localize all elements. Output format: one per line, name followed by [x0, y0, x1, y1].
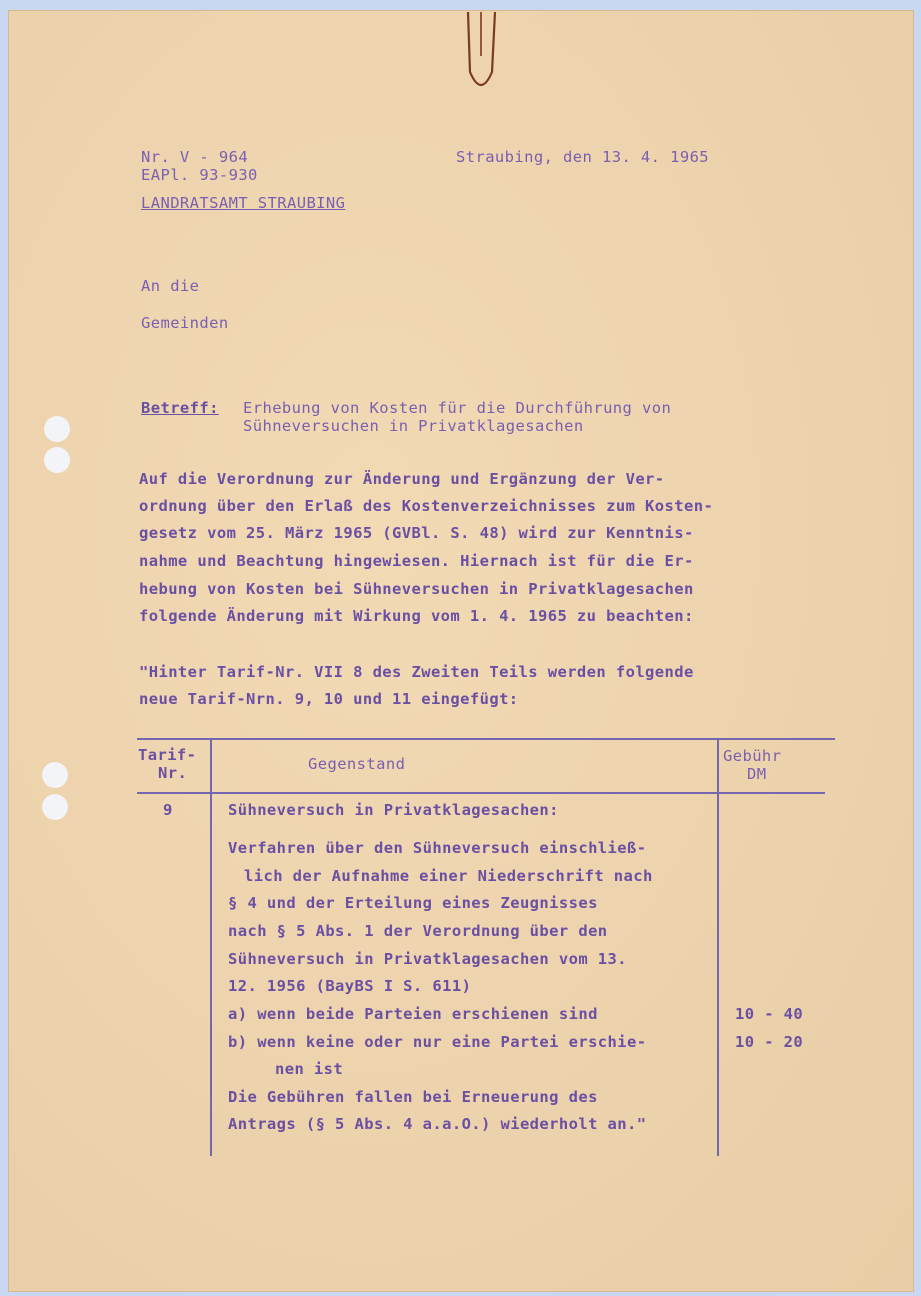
row-description-line: 12. 1956 (BayBS I S. 611) [228, 977, 472, 995]
tarif-number: 9 [163, 801, 173, 819]
body-line: gesetz vom 25. März 1965 (GVBl. S. 48) wird zur Kenntnis- [139, 524, 694, 542]
eapl-number: EAPl. 93-930 [141, 166, 258, 184]
punch-hole [42, 794, 68, 820]
col-fee-header: DM [747, 765, 767, 783]
reference-number: Nr. V - 964 [141, 148, 249, 166]
row-description-line: nach § 5 Abs. 1 der Verordnung über den [228, 922, 608, 940]
item-a-fee: 10 - 40 [735, 1005, 804, 1023]
subject-line: Sühneversuchen in Privatklagesachen [243, 417, 584, 435]
subject-line: Erhebung von Kosten für die Durchführung von [243, 399, 672, 417]
row-description-line: lich der Aufnahme einer Niederschrift nach [244, 867, 653, 885]
item-b-fee: 10 - 20 [735, 1033, 804, 1051]
punch-hole [44, 447, 70, 473]
col-tarif-header: Tarif- [138, 746, 197, 764]
body-line: hebung von Kosten bei Sühneversuchen in Privatklagesachen [139, 580, 694, 598]
note-line: Antrags (§ 5 Abs. 4 a.a.O.) wiederholt an." [228, 1115, 647, 1133]
quote-intro-line: neue Tarif-Nrn. 9, 10 und 11 eingefügt: [139, 690, 519, 708]
col-fee-header: Gebühr [723, 747, 782, 765]
recipient-line: Gemeinden [141, 314, 229, 332]
item-a-text: a) wenn beide Parteien erschienen sind [228, 1005, 598, 1023]
body-line: folgende Änderung mit Wirkung vom 1. 4. 1965 zu beachten: [139, 607, 694, 625]
item-b-text: nen ist [275, 1060, 344, 1078]
paper-clip-icon [465, 12, 497, 90]
col-gegenstand-header: Gegenstand [308, 755, 406, 773]
punch-hole [44, 416, 70, 442]
row-description-line: Verfahren über den Sühneversuch einschließ- [228, 839, 647, 857]
subject-label: Betreff: [141, 399, 219, 417]
col-tarif-header: Nr. [158, 764, 188, 782]
table-column-rule [717, 738, 719, 1156]
recipient-line: An die [141, 277, 200, 295]
punch-hole [42, 762, 68, 788]
quote-intro-line: "Hinter Tarif-Nr. VII 8 des Zweiten Teils werden folgende [139, 663, 694, 681]
table-column-rule [210, 738, 212, 1156]
row-description-line: § 4 und der Erteilung eines Zeugnisses [228, 894, 598, 912]
table-top-rule [137, 738, 835, 740]
body-line: nahme und Beachtung hingewiesen. Hiernach ist für die Er- [139, 552, 694, 570]
table-header-rule [137, 792, 825, 794]
item-b-text: b) wenn keine oder nur eine Partei erschie- [228, 1033, 647, 1051]
body-line: ordnung über den Erlaß des Kostenverzeichnisses zum Kosten- [139, 497, 714, 515]
authority-name: LANDRATSAMT STRAUBING [141, 194, 346, 212]
body-line: Auf die Verordnung zur Änderung und Ergänzung der Ver- [139, 470, 665, 488]
date-line: Straubing, den 13. 4. 1965 [456, 148, 710, 166]
row-description-line: Sühneversuch in Privatklagesachen vom 13. [228, 950, 628, 968]
row-title: Sühneversuch in Privatklagesachen: [228, 801, 559, 819]
note-line: Die Gebühren fallen bei Erneuerung des [228, 1088, 598, 1106]
